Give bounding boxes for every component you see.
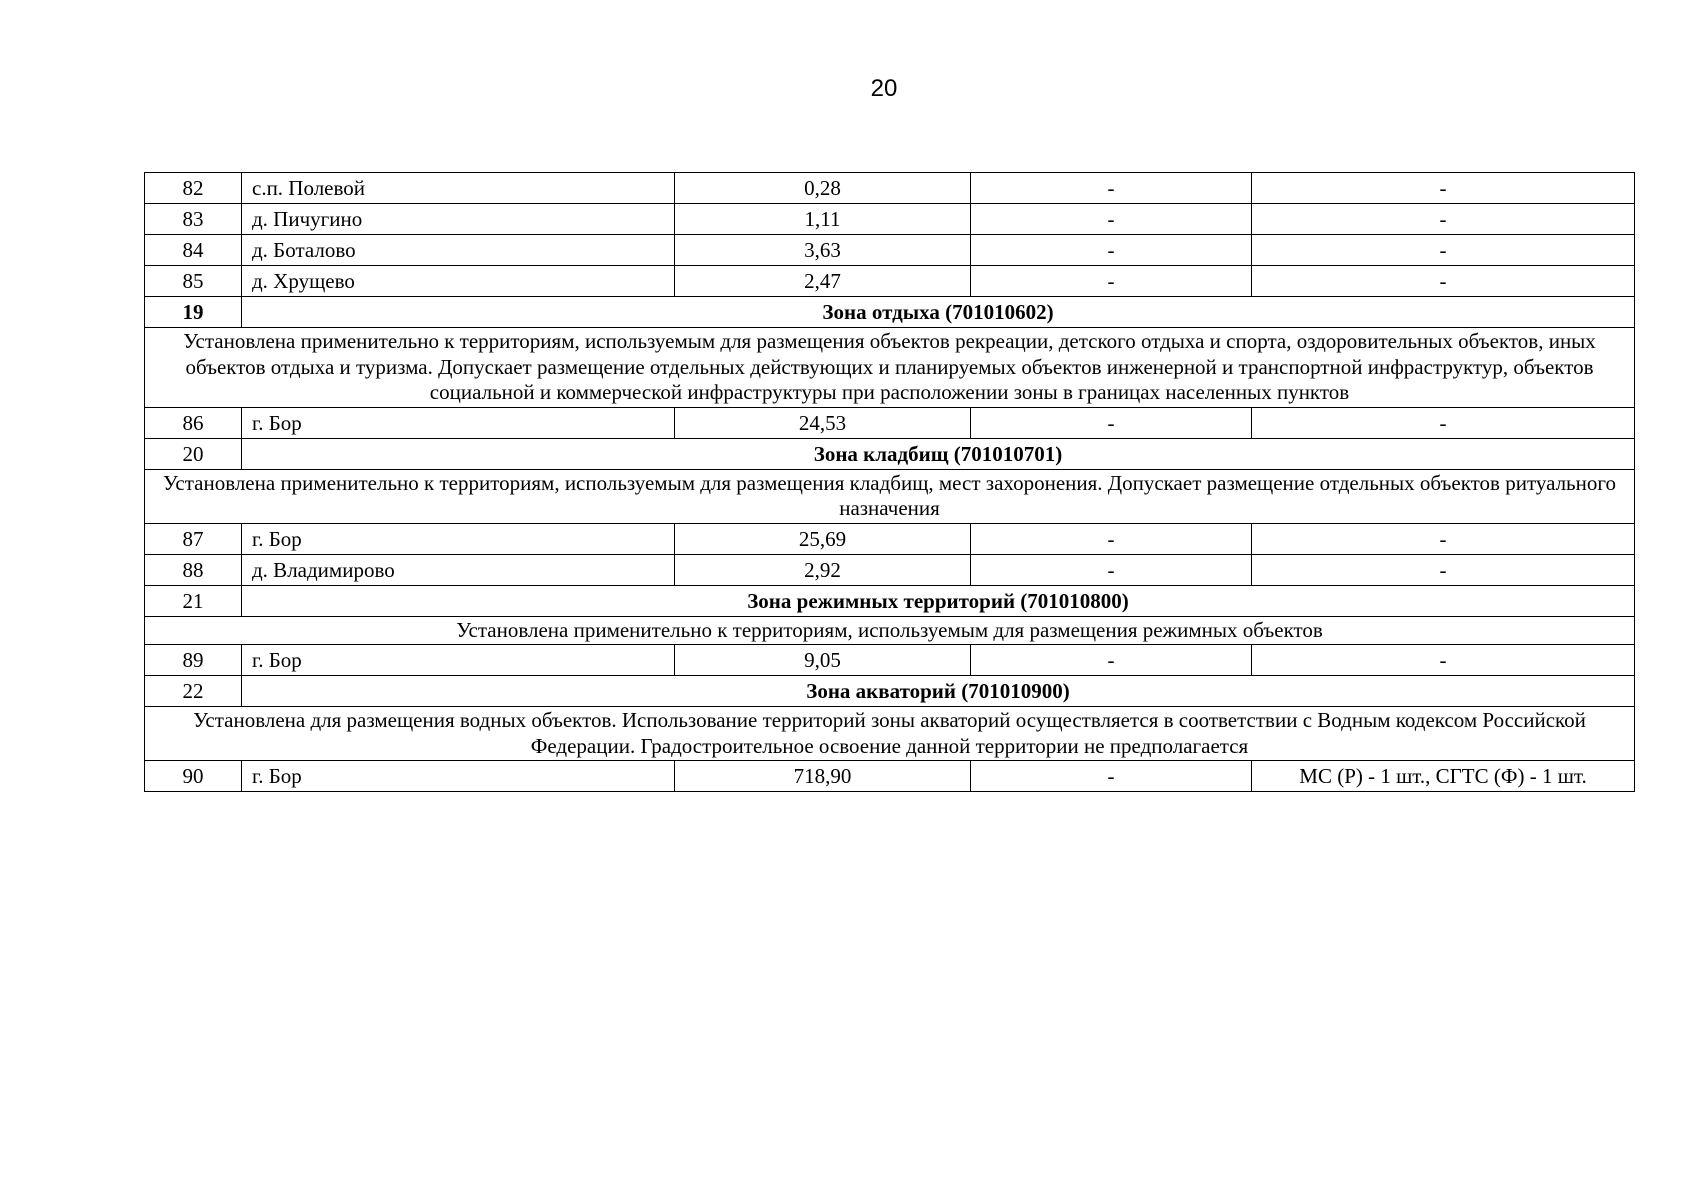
zone-title-cell: Зона кладбищ (701010701) bbox=[242, 438, 1635, 469]
objects-cell: - bbox=[1252, 204, 1635, 235]
area-cell: 2,47 bbox=[675, 266, 971, 297]
settlement-name-cell: д. Хрущево bbox=[242, 266, 675, 297]
value-cell: - bbox=[971, 173, 1252, 204]
zone-description-row bbox=[145, 616, 1635, 645]
table-row bbox=[145, 173, 1635, 204]
settlement-name-cell: г. Бор bbox=[242, 523, 675, 554]
settlement-name-cell: с.п. Полевой bbox=[242, 173, 675, 204]
page-number: 20 bbox=[870, 75, 898, 102]
zone-number-cell: 20 bbox=[145, 438, 242, 469]
row-number-cell: 86 bbox=[145, 407, 242, 438]
objects-cell: - bbox=[1252, 523, 1635, 554]
row-number-cell: 88 bbox=[145, 554, 242, 585]
row-number-cell: 82 bbox=[145, 173, 242, 204]
objects-cell: - bbox=[1252, 554, 1635, 585]
row-number-cell: 83 bbox=[145, 204, 242, 235]
objects-cell: - bbox=[1252, 173, 1635, 204]
zones-table-body bbox=[145, 173, 1635, 792]
row-number-cell: 89 bbox=[145, 645, 242, 676]
zone-description-row bbox=[145, 328, 1635, 408]
value-cell: - bbox=[971, 523, 1252, 554]
zone-header-row bbox=[145, 297, 1635, 328]
table-row bbox=[145, 407, 1635, 438]
value-cell: - bbox=[971, 266, 1252, 297]
objects-cell: - bbox=[1252, 266, 1635, 297]
table-row bbox=[145, 235, 1635, 266]
value-cell: - bbox=[971, 761, 1252, 792]
row-number-cell: 84 bbox=[145, 235, 242, 266]
area-cell: 2,92 bbox=[675, 554, 971, 585]
zone-title-cell: Зона отдыха (701010602) bbox=[242, 297, 1635, 328]
value-cell: - bbox=[971, 407, 1252, 438]
zone-title-cell: Зона акваторий (701010900) bbox=[242, 676, 1635, 707]
table-row bbox=[145, 554, 1635, 585]
area-cell: 1,11 bbox=[675, 204, 971, 235]
area-cell: 25,69 bbox=[675, 523, 971, 554]
area-cell: 24,53 bbox=[675, 407, 971, 438]
area-cell: 9,05 bbox=[675, 645, 971, 676]
zone-description-row bbox=[145, 707, 1635, 761]
zone-description-cell: Установлена применительно к территориям, используемым для размещения объектов рекреации, детского отдыха и спорта, оздоровительных объектов, иных объектов отдыха и туризма. Допускает размещение отдельных действующих и планируемых объектов инженерной и транспортной инфраструктур, объектов социальной и коммерческой инфраструктуры при расположении зоны в границах населенных пунктов bbox=[145, 328, 1635, 408]
table-row bbox=[145, 204, 1635, 235]
objects-cell: - bbox=[1252, 235, 1635, 266]
zone-description-cell: Установлена для размещения водных объектов. Использование территорий зоны акваторий осуществляется в соответствии с Водным кодексом Российской Федерации. Градостроительное освоение данной территории не предполагается bbox=[145, 707, 1635, 761]
row-number-cell: 85 bbox=[145, 266, 242, 297]
table-row bbox=[145, 761, 1635, 792]
zone-number-cell: 21 bbox=[145, 585, 242, 616]
area-cell: 718,90 bbox=[675, 761, 971, 792]
value-cell: - bbox=[971, 235, 1252, 266]
settlement-name-cell: д. Пичугино bbox=[242, 204, 675, 235]
zone-number-cell: 22 bbox=[145, 676, 242, 707]
table-row bbox=[145, 523, 1635, 554]
zone-description-cell: Установлена применительно к территориям, используемым для размещения режимных объектов bbox=[145, 616, 1635, 645]
zones-table bbox=[144, 172, 1635, 792]
settlement-name-cell: г. Бор bbox=[242, 407, 675, 438]
row-number-cell: 87 bbox=[145, 523, 242, 554]
row-number-cell: 90 bbox=[145, 761, 242, 792]
zone-header-row bbox=[145, 438, 1635, 469]
value-cell: - bbox=[971, 554, 1252, 585]
settlement-name-cell: г. Бор bbox=[242, 761, 675, 792]
settlement-name-cell: г. Бор bbox=[242, 645, 675, 676]
zone-description-row bbox=[145, 469, 1635, 523]
area-cell: 0,28 bbox=[675, 173, 971, 204]
zone-title-cell: Зона режимных территорий (701010800) bbox=[242, 585, 1635, 616]
zone-number-cell: 19 bbox=[145, 297, 242, 328]
area-cell: 3,63 bbox=[675, 235, 971, 266]
zone-description-cell: Установлена применительно к территориям, используемым для размещения кладбищ, мест захоронения. Допускает размещение отдельных объектов ритуального назначения bbox=[145, 469, 1635, 523]
value-cell: - bbox=[971, 204, 1252, 235]
zone-header-row bbox=[145, 676, 1635, 707]
objects-cell: - bbox=[1252, 645, 1635, 676]
table-row bbox=[145, 645, 1635, 676]
objects-cell: МС (Р) - 1 шт., СГТС (Ф) - 1 шт. bbox=[1252, 761, 1635, 792]
zone-header-row bbox=[145, 585, 1635, 616]
settlement-name-cell: д. Боталово bbox=[242, 235, 675, 266]
value-cell: - bbox=[971, 645, 1252, 676]
objects-cell: - bbox=[1252, 407, 1635, 438]
settlement-name-cell: д. Владимирово bbox=[242, 554, 675, 585]
table-row bbox=[145, 266, 1635, 297]
